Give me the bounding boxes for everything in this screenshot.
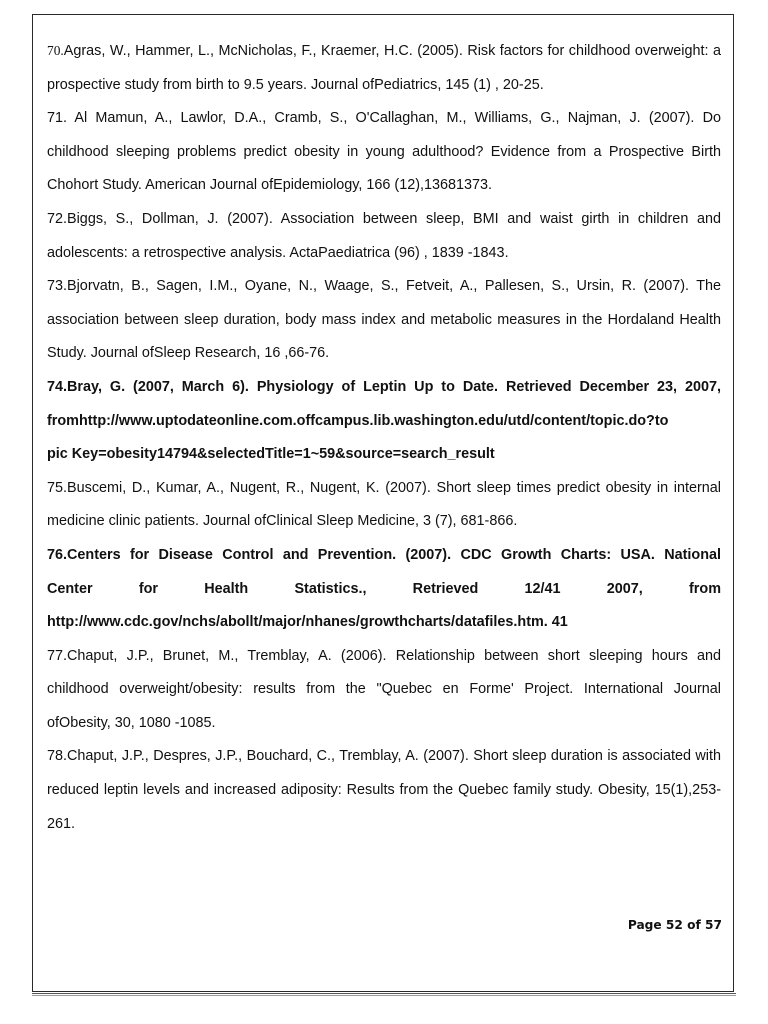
reference-text: Al Mamun, A., Lawlor, D.A., Cramb, S., O'Callaghan, M., Williams, G., Najman, J. (2007). Do childhood sleeping problems predict obesity in young adulthood? Evidence from a Prospective Birth Chohort Study. American Journal ofEpidemiology, 166 (12),13681373. (47, 110, 721, 194)
reference-78 (47, 740, 721, 841)
reference-number: 78. (47, 748, 68, 765)
reference-70 (47, 34, 721, 102)
reference-text: Chaput, J.P., Brunet, M., Tremblay, A. (2006). Relationship between short sleeping hours and childhood overweight/obesity: results from the "Quebec en Forme' Project. International Journal ofObesity, 30, 1080 -1085. (47, 647, 721, 731)
reference-72 (47, 203, 721, 270)
reference-text: Chaput, J.P., Despres, J.P., Bouchard, C., Tremblay, A. (2007). Short sleep duration is associated with reduced leptin levels and increased adiposity: Results from the Quebec family study. Obesity, 15(1),253-261. (47, 748, 721, 832)
reference-number: 76. (47, 546, 68, 563)
reference-number: 71. (47, 110, 68, 127)
reference-link[interactable]: http://www.cdc.gov/nchs/abollt/major/nhanes/growthcharts/datafiles.htm. 41 (47, 614, 568, 631)
reference-text-line-1: Bray, G. (2007, March 6). Physiology of Leptin Up to Date. Retrieved December 23, 2007, (67, 378, 721, 395)
reference-71 (47, 102, 721, 203)
reference-number: 75. (47, 479, 68, 496)
reference-link-line-3[interactable]: pic Key=obesity14794&selectedTitle=1~59&source=search_result (47, 446, 495, 463)
reference-text-line-1: Centers for Disease Control and Prevention. (2007). CDC Growth Charts: USA. National (67, 546, 721, 563)
reference-77 (47, 640, 721, 741)
reference-text: Biggs, S., Dollman, J. (2007). Association between sleep, BMI and waist girth in children and adolescents: a retrospective analysis. ActaPaediatrica (96) , 1839 -1843. (47, 210, 721, 261)
reference-number: 72. (47, 210, 68, 227)
reference-number: 74. (47, 378, 68, 395)
reference-text: Buscemi, D., Kumar, A., Nugent, R., Nugent, K. (2007). Short sleep times predict obesity in internal medicine clinic patients. Journal ofClinical Sleep Medicine, 3 (7), 681-866. (47, 479, 721, 530)
reference-list (47, 34, 721, 841)
reference-number: 73. (47, 278, 68, 295)
reference-text: Agras, W., Hammer, L., McNicholas, F., Kraemer, H.C. (2005). Risk factors for childhood overweight: a prospective study from birth to 9.5 years. Journal ofPediatrics, 145 (1) , 20-25. (47, 43, 721, 93)
bottom-divider (32, 993, 736, 994)
reference-76 (47, 539, 721, 640)
reference-74 (47, 371, 721, 472)
reference-text: Bjorvatn, B., Sagen, I.M., Oyane, N., Waage, S., Fetveit, A., Pallesen, S., Ursin, R. (2007). The association between sleep duration, body mass index and metabolic measures in the Hordaland Health Study. Journal ofSleep Research, 16 ,66-76. (47, 278, 721, 362)
reference-link-line-2[interactable]: fromhttp://www.uptodateonline.com.offcampus.lib.washington.edu/utd/content/topic.do?to (47, 412, 669, 429)
page-number: Page 52 of 57 (627, 918, 722, 932)
reference-number: 77. (47, 647, 68, 664)
reference-75 (47, 472, 721, 539)
reference-number: 70. (47, 43, 64, 58)
reference-text-line-2: Center for Health Statistics., Retrieved 12/41 2007, from (47, 580, 721, 597)
reference-73 (47, 270, 721, 371)
